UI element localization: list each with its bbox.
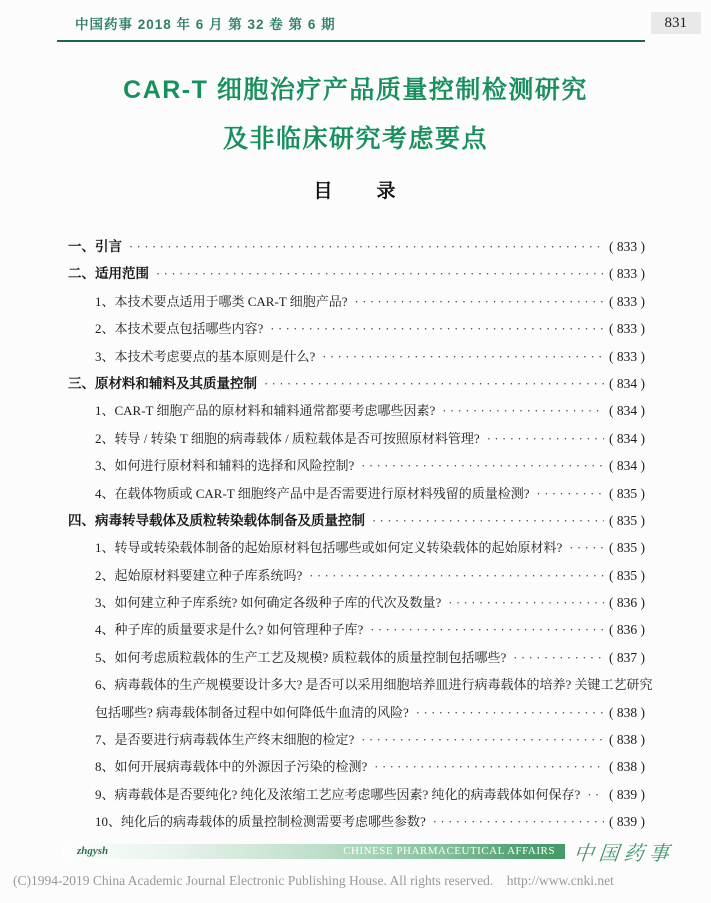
toc-dot-leader	[448, 589, 604, 617]
toc-entry-text: 3、本技术考虑要点的基本原则是什么?	[95, 348, 316, 364]
toc-page-number: ( 834 )	[609, 375, 645, 391]
toc-line	[95, 589, 645, 616]
toc-row	[68, 397, 645, 424]
toc-row	[68, 644, 645, 671]
toc-row	[68, 671, 653, 726]
toc-row	[68, 726, 645, 753]
toc-dot-leader	[129, 233, 604, 261]
toc-line	[95, 315, 645, 342]
toc-dot-leader	[309, 562, 604, 590]
toc-dot-leader	[264, 370, 604, 398]
toc-entry-text: 四、病毒转导载体及质粒转染载体制备及质量控制	[68, 512, 365, 528]
toc-row	[68, 480, 645, 507]
toc-dot-leader	[513, 644, 604, 672]
toc-entry-text: 4、种子库的质量要求是什么? 如何管理种子库?	[95, 622, 364, 638]
page-header	[75, 12, 701, 34]
toc-dot-leader	[370, 616, 604, 644]
toc-page-number: ( 838 )	[609, 704, 645, 720]
toc-line	[95, 397, 645, 424]
toc-dot-leader	[372, 507, 604, 535]
toc-entry-text: 1、CAR-T 细胞产品的原材料和辅料通常都要考虑哪些因素?	[95, 403, 436, 419]
toc-line	[95, 425, 645, 452]
toc-dot-leader	[537, 480, 604, 508]
toc-entry-text: 2、转导 / 转染 T 细胞的病毒载体 / 质粒载体是否可按照原材料管理?	[95, 430, 480, 446]
toc-entry-text: 6、病毒载体的生产规模要设计多大? 是否可以采用细胞培养皿进行病毒载体的培养? 关键工艺研究	[95, 677, 653, 693]
toc-dot-leader	[374, 753, 604, 781]
toc-entry-text: 9、病毒载体是否要纯化? 纯化及浓缩工艺应考虑哪些因素? 纯化的病毒载体如何保存?	[95, 786, 581, 802]
toc-page-number: ( 838 )	[609, 759, 645, 775]
toc-line	[95, 699, 645, 726]
toc-line	[95, 781, 645, 808]
toc-entry-text: 一、引言	[68, 239, 122, 254]
toc-line	[68, 370, 645, 397]
toc-line	[68, 260, 645, 287]
toc-row	[68, 534, 645, 561]
toc-row	[68, 233, 645, 260]
journal-code: zhgysh	[77, 845, 109, 857]
toc-line	[95, 753, 645, 780]
toc-dot-leader	[416, 699, 604, 727]
toc-page-number: ( 833 )	[609, 348, 645, 364]
article-title-line2: 及非临床研究考虑要点	[222, 125, 488, 153]
toc-line	[95, 671, 653, 698]
toc-entry-text: 7、是否要进行病毒载体生产终末细胞的检定?	[95, 732, 355, 748]
toc-line	[95, 452, 645, 479]
toc-dot-leader	[355, 288, 604, 316]
toc-page-number: ( 834 )	[609, 458, 645, 474]
toc-row	[68, 808, 645, 835]
toc-row	[68, 562, 645, 589]
toc-entry-text: 8、如何开展病毒载体中的外源因子污染的检测?	[95, 759, 368, 775]
toc-dot-leader	[433, 808, 604, 836]
page-number-badge: 831	[651, 12, 702, 34]
toc-line	[68, 233, 645, 260]
toc-row	[68, 370, 645, 397]
toc-page-number: ( 835 )	[609, 540, 645, 556]
toc-entry-text: 3、如何进行原材料和辅料的选择和风险控制?	[95, 458, 355, 474]
journal-logo-calligraphy: 中国药事	[572, 842, 675, 865]
toc-entry-text: 1、本技术要点适用于哪类 CAR-T 细胞产品?	[95, 293, 348, 309]
toc-row	[68, 425, 645, 452]
toc-page-number: ( 839 )	[609, 786, 645, 802]
toc-line	[95, 616, 645, 643]
toc-row	[68, 260, 645, 287]
toc-page-number: ( 835 )	[609, 567, 645, 583]
toc-entry-text: 三、原材料和辅料及其质量控制	[68, 375, 257, 391]
toc-page-number: ( 833 )	[609, 293, 645, 309]
toc-page-number: ( 836 )	[609, 595, 645, 611]
toc-entry-text: 10、纯化后的病毒载体的质量控制检测需要考虑哪些参数?	[95, 814, 426, 830]
toc-dot-leader	[569, 534, 604, 562]
toc-dot-leader	[487, 425, 604, 453]
toc-page-number: ( 835 )	[609, 512, 645, 528]
toc-page-number: ( 833 )	[609, 239, 645, 254]
toc-row	[68, 753, 645, 780]
toc-line	[95, 288, 645, 315]
footer-band	[62, 839, 711, 863]
journal-issue-info: 中国药事 2018 年 6 月 第 32 卷 第 6 期	[75, 17, 336, 32]
toc-row	[68, 288, 645, 315]
toc-dot-leader	[156, 260, 604, 288]
toc-entry-text: 2、起始原材料要建立种子库系统吗?	[95, 567, 303, 583]
article-title	[0, 66, 711, 164]
header-divider	[57, 40, 645, 42]
toc-row	[68, 343, 645, 370]
toc-dot-leader	[361, 452, 604, 480]
copyright-notice: (C)1994-2019 China Academic Journal Electronic Publishing House. All rights reserved. http://www.cnki.net	[13, 873, 614, 888]
toc-heading: 目 录	[313, 181, 398, 202]
toc-entry-text: 2、本技术要点包括哪些内容?	[95, 321, 264, 337]
toc-line	[95, 343, 645, 370]
toc-page-number: ( 833 )	[609, 266, 645, 282]
toc-row	[68, 315, 645, 342]
toc-entry-text: 4、在载体物质或 CAR-T 细胞终产品中是否需要进行原材料残留的质量检测?	[95, 485, 530, 501]
toc-page-number: ( 834 )	[609, 403, 645, 419]
toc-dot-leader	[322, 343, 604, 371]
toc-row	[68, 781, 645, 808]
toc-page-number: ( 837 )	[609, 649, 645, 665]
toc-line	[95, 480, 645, 507]
toc-row	[68, 452, 645, 479]
toc-row	[68, 616, 645, 643]
toc-page-number: ( 836 )	[609, 622, 645, 638]
toc-page-number: ( 838 )	[609, 732, 645, 748]
toc-dot-leader	[442, 397, 604, 425]
toc-page-number: ( 835 )	[609, 485, 645, 501]
toc-entry-text: 3、如何建立种子库系统? 如何确定各级种子库的代次及数量?	[95, 595, 442, 611]
toc-page-number: ( 833 )	[609, 321, 645, 337]
toc-dot-leader	[361, 726, 604, 754]
toc-line	[95, 562, 645, 589]
toc-line	[95, 534, 645, 561]
toc-entry-text: 包括哪些? 病毒载体制备过程中如何降低牛血清的风险?	[95, 704, 409, 720]
toc-entry-text: 5、如何考虑质粒载体的生产工艺及规模? 质粒载体的质量控制包括哪些?	[95, 649, 507, 665]
toc-dot-leader	[587, 781, 604, 809]
toc-line	[95, 726, 645, 753]
toc-row	[68, 589, 645, 616]
toc-page-number: ( 839 )	[609, 814, 645, 830]
toc-line	[95, 644, 645, 671]
toc-line	[68, 507, 645, 534]
footer-gradient-bar	[62, 844, 565, 859]
journal-name-english: CHINESE PHARMACEUTICAL AFFAIRS	[343, 845, 555, 857]
toc-entry-text: 二、适用范围	[68, 266, 149, 282]
article-title-line1: CAR-T 细胞治疗产品质量控制检测研究	[123, 76, 588, 104]
toc-dot-leader	[270, 315, 604, 343]
toc-page-number: ( 834 )	[609, 430, 645, 446]
toc-row	[68, 507, 645, 534]
toc-line	[95, 808, 645, 835]
toc-list	[68, 233, 653, 836]
toc-entry-text: 1、转导或转染载体制备的起始原材料包括哪些或如何定义转染载体的起始原材料?	[95, 540, 563, 556]
